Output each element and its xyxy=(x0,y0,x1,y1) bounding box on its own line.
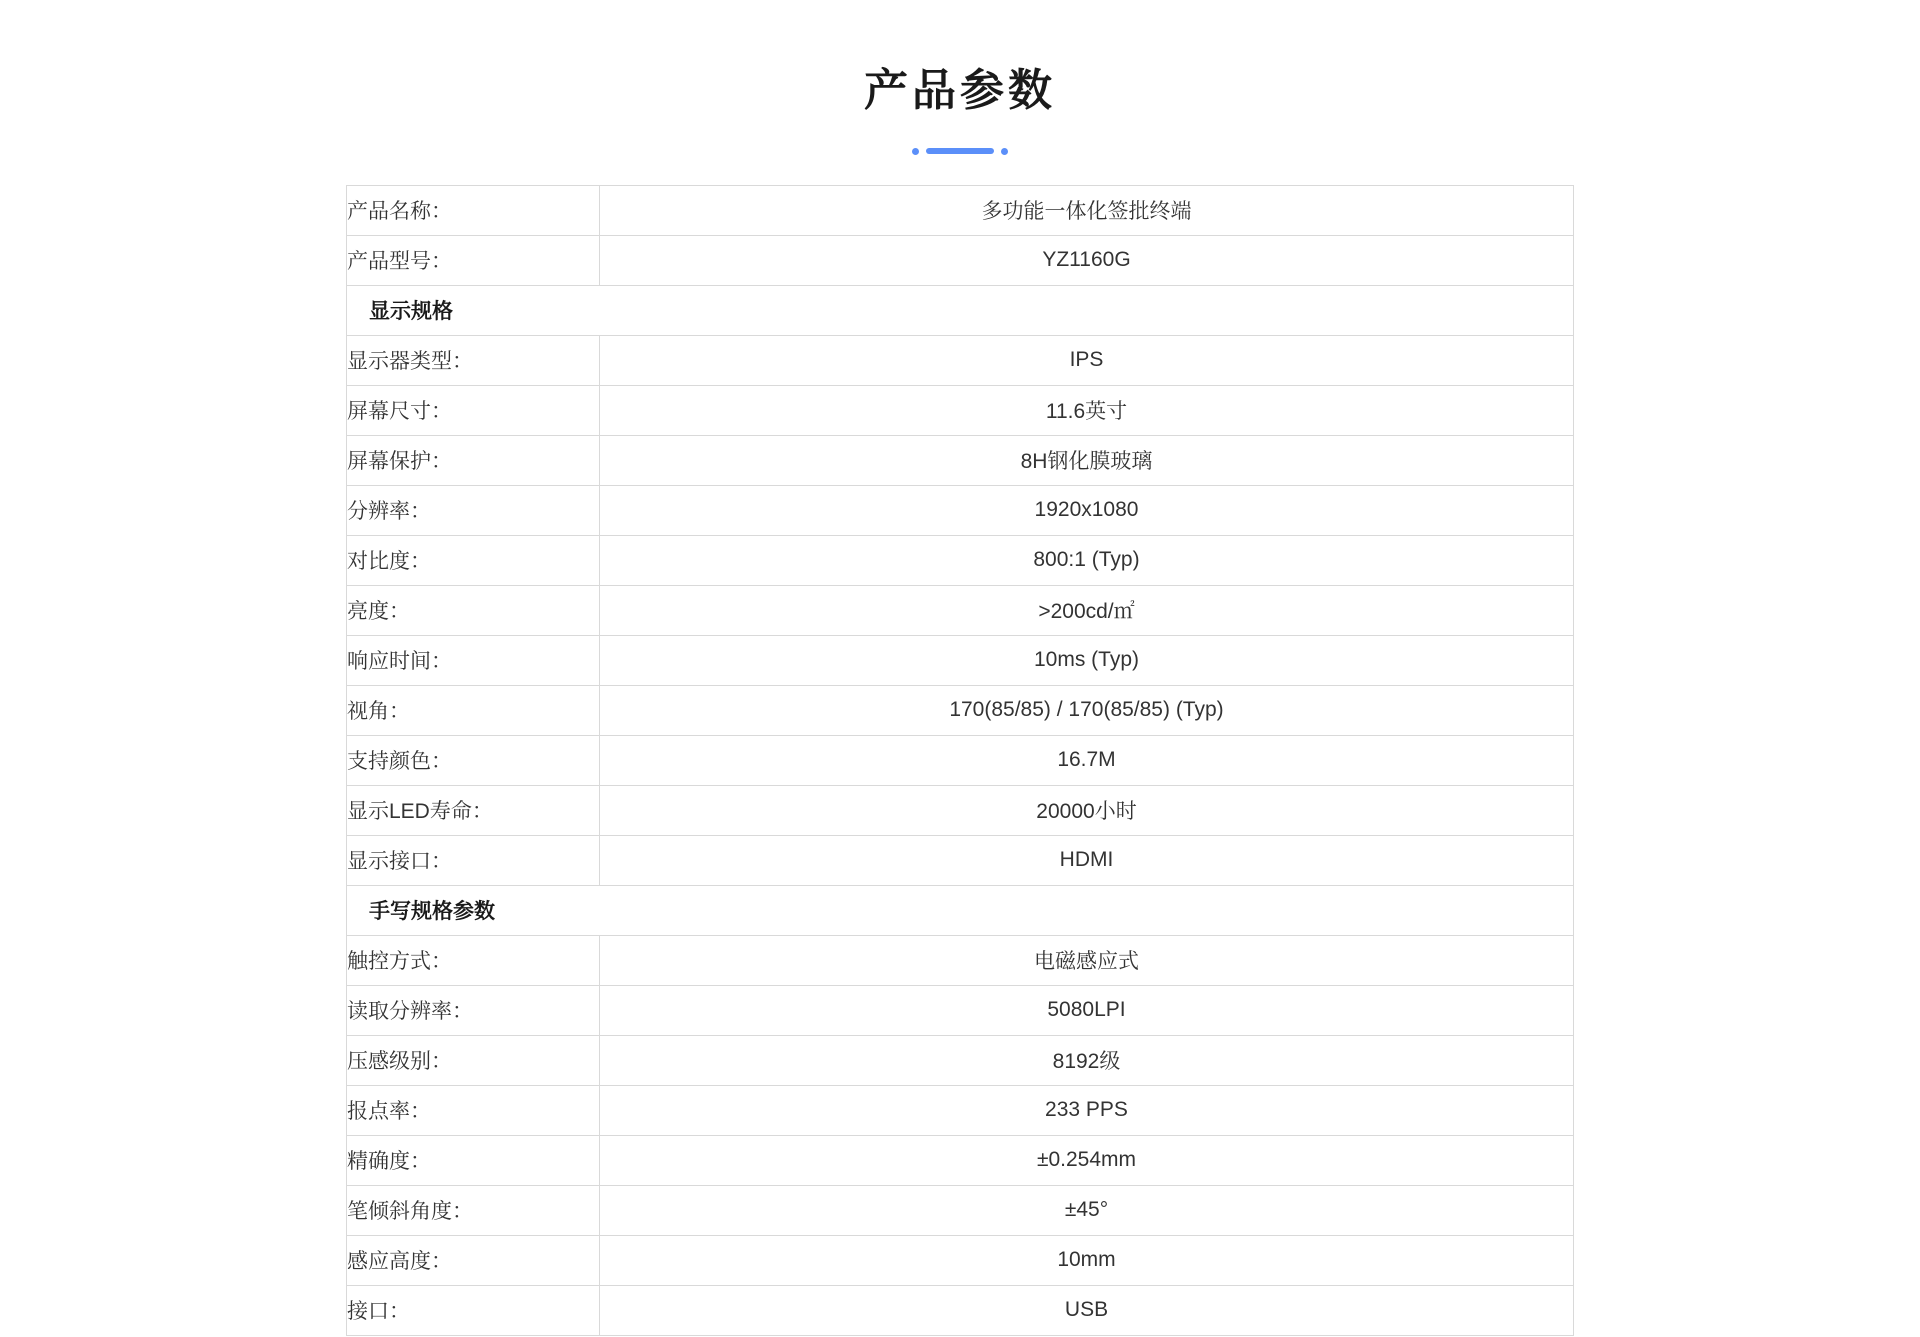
spec-row xyxy=(347,235,1574,285)
spec-label: 触控方式： xyxy=(347,935,600,985)
spec-label: 报点率： xyxy=(347,1085,600,1135)
spec-row xyxy=(347,585,1574,635)
spec-label: 显示器类型： xyxy=(347,335,600,385)
spec-section-label: 手写规格参数 xyxy=(347,885,1574,935)
spec-value: 多功能一体化签批终端 xyxy=(600,185,1574,235)
spec-label: 显示接口： xyxy=(347,835,600,885)
spec-label: 产品名称： xyxy=(347,185,600,235)
spec-row xyxy=(347,1185,1574,1235)
spec-label: 响应时间： xyxy=(347,635,600,685)
spec-value: 20000小时 xyxy=(600,785,1574,835)
spec-section-label: 显示规格 xyxy=(347,285,1574,335)
spec-value: IPS xyxy=(600,335,1574,385)
spec-value: 电磁感应式 xyxy=(600,935,1574,985)
title-divider xyxy=(0,148,1920,155)
page-title: 产品参数 xyxy=(864,66,1056,116)
spec-value: ±0.254mm xyxy=(600,1135,1574,1185)
spec-label: 屏幕保护： xyxy=(347,435,600,485)
spec-value: 10ms (Typ) xyxy=(600,635,1574,685)
spec-row xyxy=(347,735,1574,785)
spec-label: 笔倾斜角度： xyxy=(347,1185,600,1235)
spec-label: 支持颜色： xyxy=(347,735,600,785)
spec-row xyxy=(347,1135,1574,1185)
spec-value: 5080LPI xyxy=(600,985,1574,1035)
spec-label: 压感级别： xyxy=(347,1035,600,1085)
divider-dot-icon xyxy=(912,148,919,155)
spec-row xyxy=(347,485,1574,535)
spec-label: 接口： xyxy=(347,1285,600,1335)
spec-value: 233 PPS xyxy=(600,1085,1574,1135)
spec-label: 精确度： xyxy=(347,1135,600,1185)
spec-label: 显示LED寿命： xyxy=(347,785,600,835)
spec-row xyxy=(347,985,1574,1035)
spec-row xyxy=(347,935,1574,985)
spec-label: 视角： xyxy=(347,685,600,735)
spec-value: 8192级 xyxy=(600,1035,1574,1085)
spec-value: 11.6英寸 xyxy=(600,385,1574,435)
spec-row xyxy=(347,685,1574,735)
spec-section-row xyxy=(347,285,1574,335)
spec-label: 感应高度： xyxy=(347,1235,600,1285)
spec-value: 10mm xyxy=(600,1235,1574,1285)
spec-value: 16.7M xyxy=(600,735,1574,785)
spec-value: 170(85/85) / 170(85/85) (Typ) xyxy=(600,685,1574,735)
spec-row xyxy=(347,185,1574,235)
spec-label: 读取分辨率： xyxy=(347,985,600,1035)
spec-row xyxy=(347,1235,1574,1285)
divider-dot-icon xyxy=(1001,148,1008,155)
spec-row xyxy=(347,635,1574,685)
spec-value: YZ1160G xyxy=(600,235,1574,285)
spec-row xyxy=(347,785,1574,835)
spec-label: 对比度： xyxy=(347,535,600,585)
spec-section-row xyxy=(347,885,1574,935)
spec-table xyxy=(346,185,1574,1336)
spec-value: 8H钢化膜玻璃 xyxy=(600,435,1574,485)
spec-value: 800:1 (Typ) xyxy=(600,535,1574,585)
spec-row xyxy=(347,535,1574,585)
spec-label: 产品型号： xyxy=(347,235,600,285)
spec-row xyxy=(347,1085,1574,1135)
spec-row xyxy=(347,835,1574,885)
spec-value: ±45° xyxy=(600,1185,1574,1235)
spec-row xyxy=(347,335,1574,385)
spec-row xyxy=(347,1035,1574,1085)
spec-value: 1920x1080 xyxy=(600,485,1574,535)
spec-value: USB xyxy=(600,1285,1574,1335)
spec-value: HDMI xyxy=(600,835,1574,885)
product-spec-page xyxy=(0,29,1920,1337)
spec-table-wrapper xyxy=(346,185,1574,1336)
spec-row xyxy=(347,385,1574,435)
divider-bar-icon xyxy=(926,148,994,154)
spec-label: 屏幕尺寸： xyxy=(347,385,600,435)
spec-label: 分辨率： xyxy=(347,485,600,535)
spec-label: 亮度： xyxy=(347,585,600,635)
spec-row xyxy=(347,1285,1574,1335)
spec-value: >200cd/㎡ xyxy=(600,585,1574,635)
spec-row xyxy=(347,435,1574,485)
